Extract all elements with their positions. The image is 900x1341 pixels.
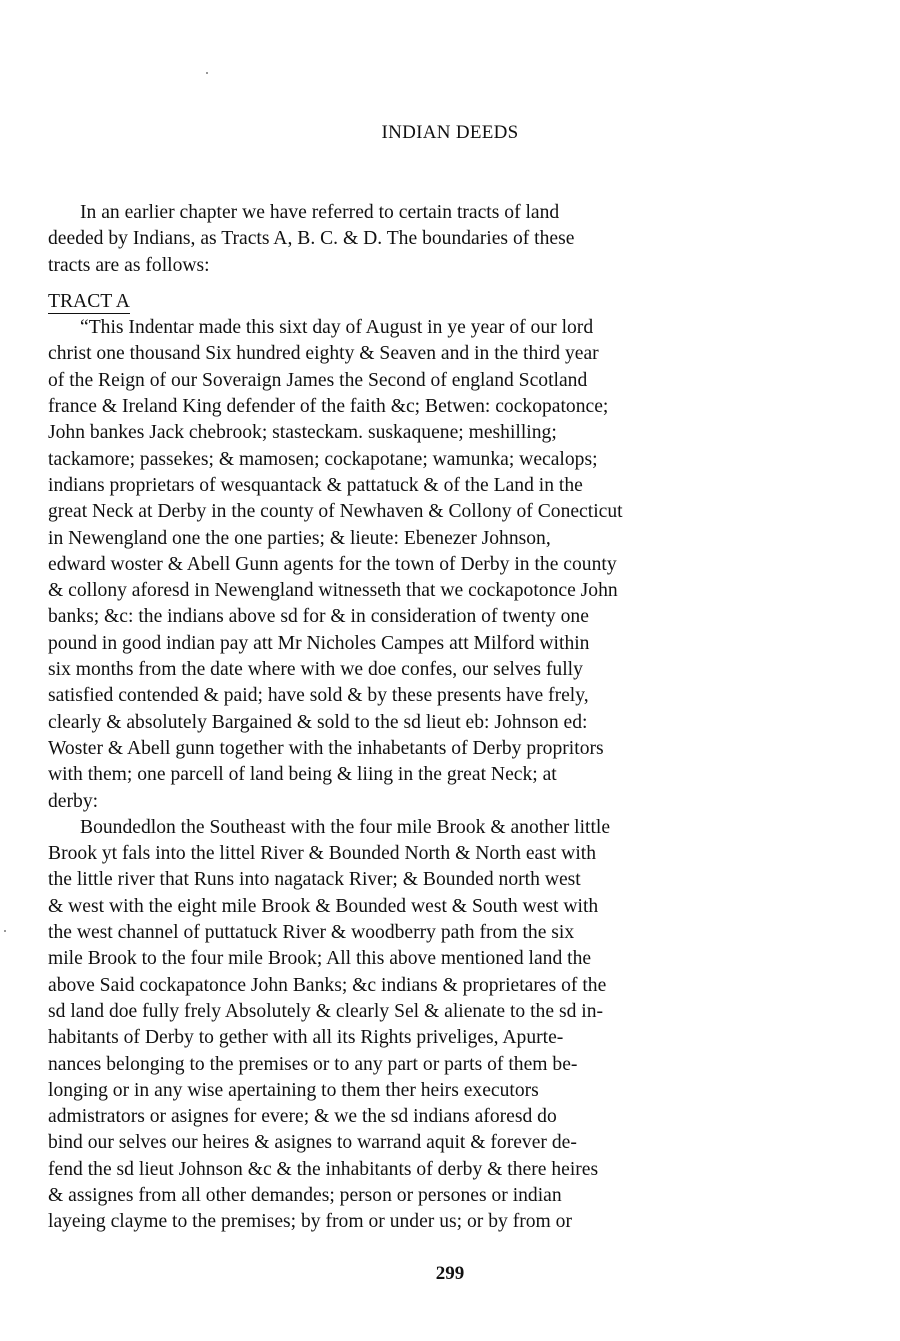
- text-line: deeded by Indians, as Tracts A, B. C. & D. The boundaries of these: [48, 228, 575, 250]
- text-line: edward woster & Abell Gunn agents for the town of Derby in the county: [48, 553, 617, 575]
- intro-paragraph: [48, 200, 838, 279]
- text-line: bind our selves our heires & asignes to warrand aquit & forever de-: [48, 1132, 577, 1154]
- section-heading: TRACT A: [48, 290, 130, 312]
- boundary-paragraph: [48, 815, 838, 1236]
- body-text: [48, 200, 838, 1236]
- text-line: In an earlier chapter we have referred to certain tracts of land: [80, 202, 560, 223]
- text-line: great Neck at Derby in the county of Newhaven & Collony of Conecticut: [48, 501, 623, 523]
- page-number: 299: [435, 1263, 465, 1284]
- text-line: above Said cockapatonce John Banks; &c indians & proprietares of the: [48, 974, 607, 996]
- text-line: habitants of Derby to gether with all its Rights priveliges, Apurte-: [48, 1027, 564, 1049]
- text-line: layeing clayme to the premises; by from or under us; or by from or: [48, 1211, 572, 1233]
- text-line: & west with the eight mile Brook & Bounded west & South west with: [48, 895, 599, 917]
- text-line: indians proprietars of wesquantack & pattatuck & of the Land in the: [48, 474, 583, 496]
- text-line: Brook yt fals into the littel River & Bounded North & North east with: [48, 843, 597, 865]
- text-line: france & Ireland King defender of the faith &c; Betwen: cockopatonce;: [48, 396, 609, 418]
- text-line: in Newengland one the one parties; & lieute: Ebenezer Johnson,: [48, 527, 551, 549]
- scan-speck: [4, 930, 6, 932]
- text-line: sd land doe fully frely Absolutely & clearly Sel & alienate to the sd in-: [48, 1000, 604, 1022]
- text-line: tackamore; passekes; & mamosen; cockapotane; wamunka; wecalops;: [48, 448, 598, 470]
- text-line: the west channel of puttatuck River & woodberry path from the six: [48, 922, 575, 944]
- text-line: Boundedlon the Southeast with the four mile Brook & another little: [80, 816, 611, 838]
- text-line: longing or in any wise apertaining to them ther heirs executors: [48, 1079, 539, 1101]
- text-line: christ one thousand Six hundred eighty & Seaven and in the third year: [48, 343, 599, 365]
- text-line: nances belonging to the premises or to any part or parts of them be-: [48, 1053, 578, 1075]
- text-line: pound in good indian pay att Mr Nicholes Campes att Milford within: [48, 632, 590, 654]
- text-line: tracts are as follows:: [48, 254, 210, 276]
- text-line: the little river that Runs into nagatack River; & Bounded north west: [48, 869, 581, 891]
- text-line: satisfied contended & paid; have sold & by these presents have frely,: [48, 685, 589, 707]
- text-line: mile Brook to the four mile Brook; All this above mentioned land the: [48, 948, 592, 970]
- text-line: banks; &c: the indians above sd for & in consideration of twenty one: [48, 606, 589, 628]
- section-heading-line: [48, 289, 838, 315]
- text-line: six months from the date where with we doe confes, our selves fully: [48, 659, 583, 681]
- text-line: admistrators or asignes for evere; & we the sd indians aforesd do: [48, 1106, 557, 1128]
- text-line: fend the sd lieut Johnson &c & the inhabitants of derby & there heires: [48, 1158, 599, 1180]
- text-line: derby:: [48, 790, 99, 812]
- scan-speck: [206, 72, 208, 74]
- text-line: John bankes Jack chebrook; stasteckam. suskaquene; meshilling;: [48, 422, 557, 444]
- deed-paragraph: [48, 315, 838, 815]
- text-line: of the Reign of our Soveraign James the Second of england Scotland: [48, 369, 588, 391]
- text-line: & collony aforesd in Newengland witnesseth that we cockapotonce John: [48, 580, 618, 602]
- text-line: Woster & Abell gunn together with the inhabetants of Derby propritors: [48, 737, 604, 759]
- text-line: “This Indentar made this sixt day of August in ye year of our lord: [80, 317, 594, 339]
- text-line: clearly & absolutely Bargained & sold to the sd lieut eb: Johnson ed:: [48, 711, 588, 733]
- text-line: with them; one parcell of land being & liing in the great Neck; at: [48, 764, 557, 786]
- text-line: & assignes from all other demandes; person or persones or indian: [48, 1184, 562, 1206]
- page-title: INDIAN DEEDS: [381, 122, 519, 143]
